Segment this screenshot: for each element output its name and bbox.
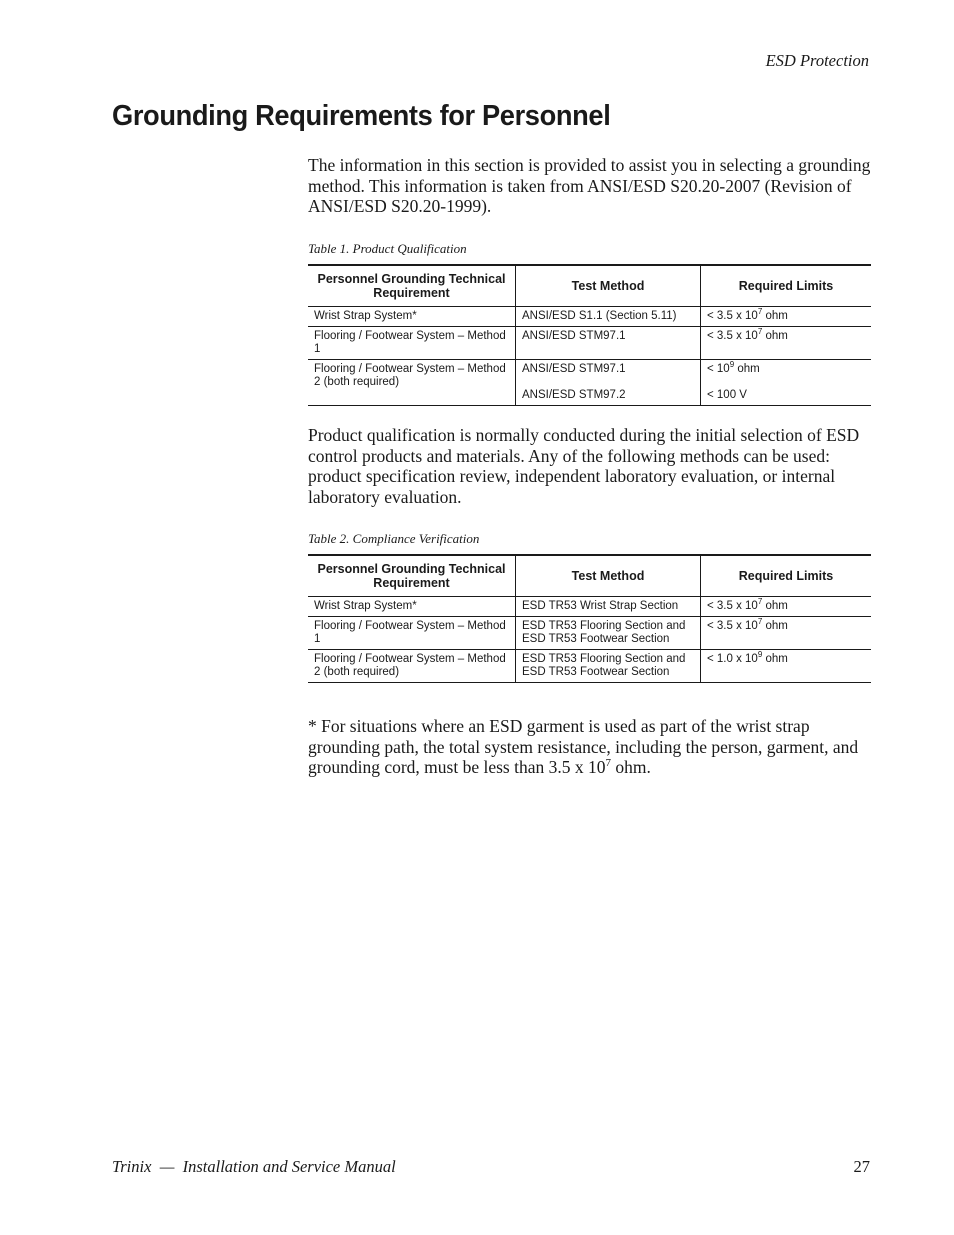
limit-cell: < 1.0 x $10^9$ ohm — [701, 650, 872, 683]
table1-caption: Table 1. Product Qualification — [308, 241, 467, 256]
page-footer — [112, 1157, 870, 1177]
table-row — [308, 307, 871, 327]
requirement-cell: Wrist Strap System* — [308, 597, 516, 617]
requirement-cell: Flooring / Footwear System – Method 1 — [308, 327, 516, 360]
table-row — [308, 617, 871, 650]
table-row — [308, 597, 871, 617]
intro-paragraph: The information in this section is provided to assist you in selecting a grounding method. This information is taken from ANSI/ESD S20.20-2007 (Revision of ANSI/ESD S20.20-1999). — [308, 155, 871, 216]
table1-section — [308, 241, 871, 406]
requirement-cell: Flooring / Footwear System – Method 1 — [308, 617, 516, 650]
requirement-cell: Flooring / Footwear System – Method 2 (both required) — [314, 653, 506, 678]
table-row — [308, 327, 871, 360]
table2-section — [308, 531, 871, 683]
limit-cell: < 3.5 x $10^7$ ohm — [701, 307, 872, 327]
footnote-section — [308, 716, 871, 778]
column-header: Required Limits — [701, 265, 872, 307]
column-header: Required Limits — [701, 555, 872, 597]
method-cell: ESD TR53 Wrist Strap Section — [516, 597, 701, 617]
requirement-cell: Flooring / Footwear System – Method 2 (both required) — [314, 363, 506, 388]
footer-product: Trinix — [112, 1157, 152, 1176]
page-title: Grounding Requirements for Personnel — [112, 100, 611, 132]
compliance-verification-table — [308, 554, 871, 683]
limit-cell: < $10^9$ ohm < 100 V — [701, 360, 872, 406]
method-cell: ESD TR53 Flooring Section and ESD TR53 Footwear Section — [516, 650, 701, 683]
method-cell: ANSI/ESD STM97.1 ANSI/ESD STM97.2 — [516, 360, 701, 406]
table-header-row — [308, 265, 871, 307]
limit-cell: < 3.5 x $10^7$ ohm — [701, 327, 872, 360]
limit-cell: < 3.5 x $10^7$ ohm — [701, 597, 872, 617]
para2-section — [308, 425, 871, 507]
qualification-paragraph: Product qualification is normally conducted during the initial selection of ESD control products and materials. Any of the following methods can be used: product specification review, independent laboratory evaluation, or internal laboratory evaluation. — [308, 425, 860, 507]
table-row — [308, 650, 871, 683]
footnote-paragraph: * For situations where an ESD garment is used as part of the wrist strap grounding path, the total system resistance, including the person, garment, and grounding cord, must be less than 3.5 x $10^7$ ohm. — [308, 716, 859, 777]
table2-caption: Table 2. Compliance Verification — [308, 531, 480, 546]
table-row — [308, 360, 871, 406]
method-cell: ANSI/ESD STM97.1 — [516, 327, 701, 360]
intro-section — [308, 155, 871, 217]
requirement-cell: Wrist Strap System* — [308, 307, 516, 327]
table-header-row — [308, 555, 871, 597]
running-header: ESD Protection — [765, 51, 869, 70]
page-number: 27 — [853, 1157, 870, 1176]
footer-separator: — — [159, 1157, 175, 1176]
method-cell: ANSI/ESD S1.1 (Section 5.11) — [516, 307, 701, 327]
column-header: Personnel Grounding Technical Requirement — [308, 555, 516, 597]
column-header: Personnel Grounding Technical Requirement — [308, 265, 516, 307]
footer-manual-title: Installation and Service Manual — [182, 1157, 396, 1176]
method-cell: ESD TR53 Flooring Section and ESD TR53 Footwear Section — [516, 617, 701, 650]
column-header: Test Method — [516, 555, 701, 597]
product-qualification-table — [308, 264, 871, 406]
column-header: Test Method — [516, 265, 701, 307]
limit-cell: < 3.5 x $10^7$ ohm — [701, 617, 872, 650]
